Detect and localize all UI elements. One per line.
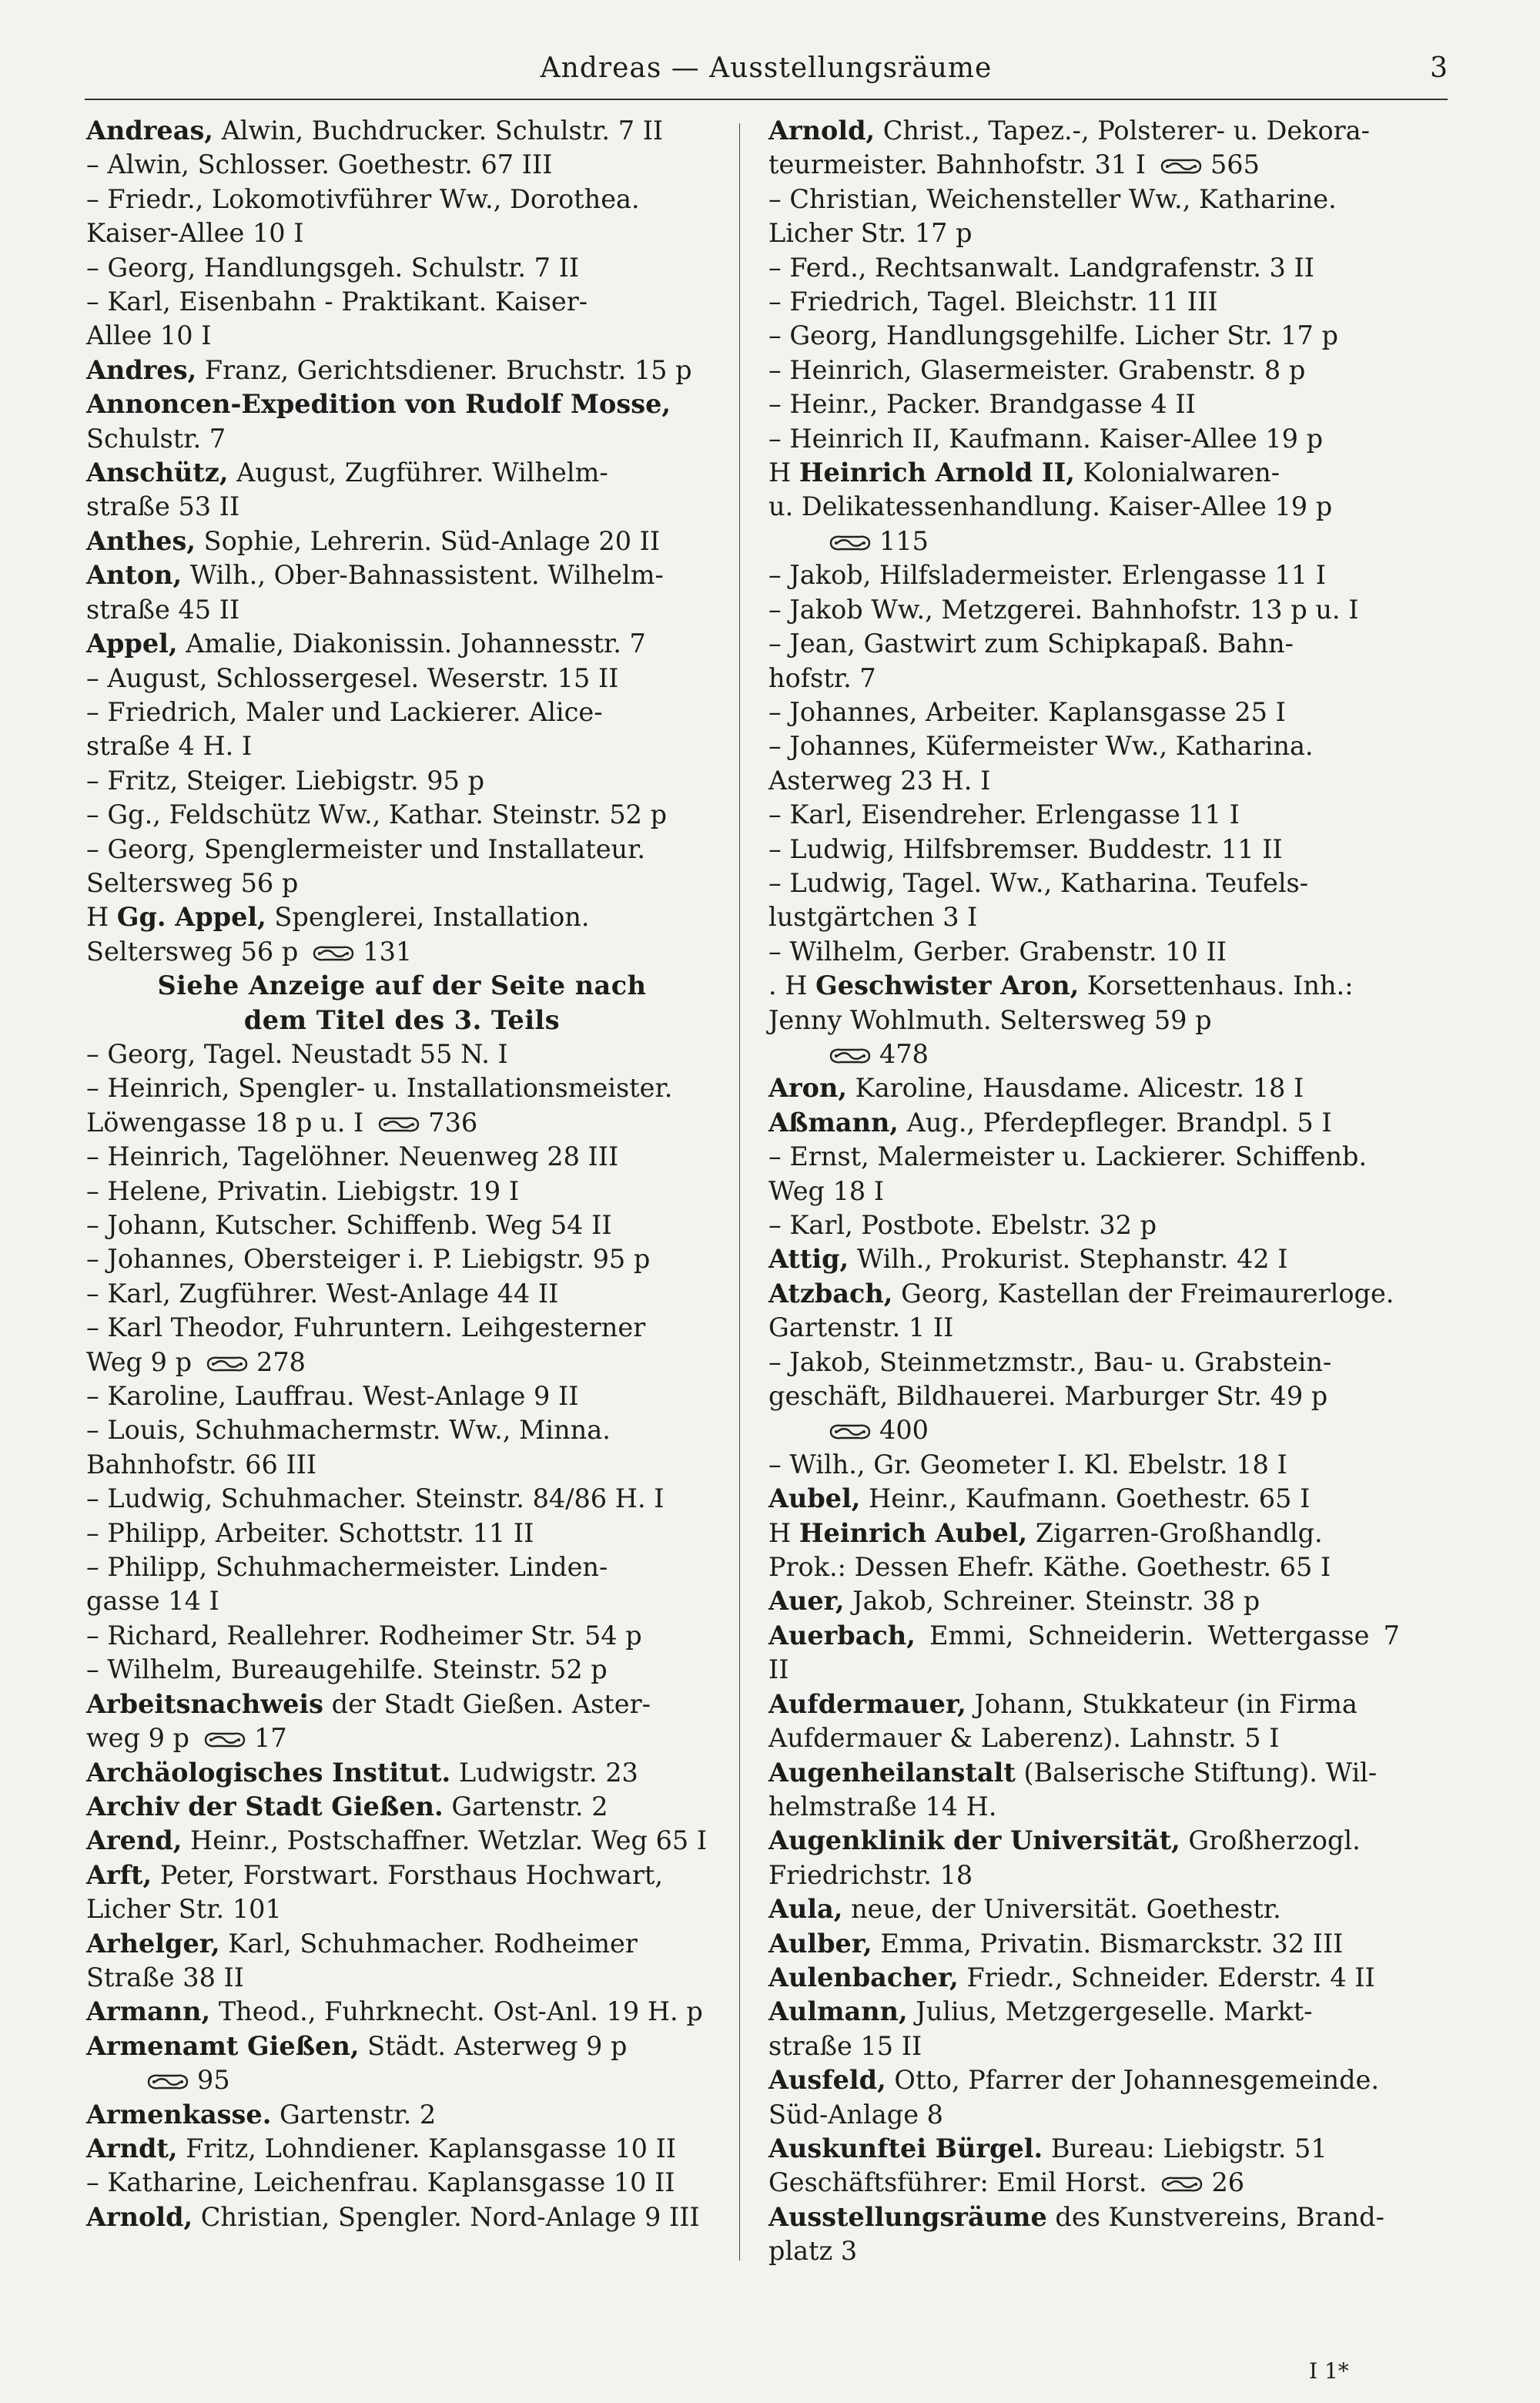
entry-text: – Johannes, Küfermeister Ww., Katharina.	[768, 731, 1314, 762]
entry-text: Asterweg 23 H. I	[768, 765, 991, 796]
entry-text: weg 9 p	[86, 1723, 189, 1754]
entry-text: H Heinrich Aubel, Zigarren-Großhandlg.	[768, 1517, 1323, 1548]
directory-line	[86, 251, 718, 285]
entry-text: – Gg., Feldschütz Ww., Kathar. Steinstr. 52 p	[86, 799, 668, 830]
entry-text: Arhelger, Karl, Schuhmacher. Rodheimer	[86, 1928, 638, 1959]
directory-line	[86, 525, 718, 558]
directory-line	[86, 1242, 718, 1276]
phone-number: 478	[879, 1038, 929, 1069]
directory-line	[768, 490, 1400, 524]
phone-number: 115	[879, 525, 929, 556]
entry-text: Geschäftsführer: Emil Horst.	[768, 2167, 1147, 2198]
entry-text: – Jean, Gastwirt zum Schipkapaß. Bahn-	[768, 628, 1294, 659]
directory-line	[768, 1756, 1400, 1790]
directory-line	[86, 1140, 718, 1174]
entry-text: – Katharine, Leichenfrau. Kaplansgasse 10 II	[86, 2167, 675, 2198]
entry-text: H Heinrich Arnold II, Kolonialwaren-	[768, 457, 1281, 488]
entry-text: Aulenbacher, Friedr., Schneider. Ederstr. 4 II	[768, 1962, 1375, 1992]
directory-line	[86, 1927, 718, 1961]
entry-text: Anschütz, August, Zugführer. Wilhelm-	[86, 457, 608, 488]
entry-text: Straße 38 II	[86, 1962, 244, 1992]
entry-text: – Johann, Kutscher. Schiffenb. Weg 54 II	[86, 1210, 612, 1240]
directory-line	[768, 866, 1400, 900]
telephone-icon	[206, 1347, 249, 1377]
directory-line	[86, 1619, 718, 1653]
directory-line	[86, 114, 718, 148]
directory-line	[768, 285, 1400, 319]
entry-text: – Heinrich, Spengler- u. Installationsmeister.	[86, 1073, 673, 1104]
entry-text: – Johannes, Obersteiger i. P. Liebigstr. 95 p	[86, 1244, 651, 1275]
entry-text: Arnold, Christian, Spengler. Nord-Anlage 9 III	[86, 2201, 700, 2232]
directory-line	[86, 1858, 718, 1892]
directory-line	[86, 1756, 718, 1790]
entry-text: – August, Schlossergesel. Weserstr. 15 II	[86, 662, 619, 693]
entry-text: Ausfeld, Otto, Pfarrer der Johannesgemeinde.	[768, 2065, 1379, 2096]
phone-number: 131	[363, 936, 413, 967]
directory-line	[86, 1106, 718, 1140]
entry-text: – Karl, Postbote. Ebelstr. 32 p	[768, 1210, 1157, 1240]
entry-text: gasse 14 I	[86, 1586, 219, 1617]
column-divider	[739, 123, 740, 2261]
directory-line	[86, 183, 718, 216]
entry-text: Prok.: Dessen Ehefr. Käthe. Goethestr. 65 I	[768, 1552, 1331, 1583]
directory-line	[768, 251, 1400, 285]
entry-text: Aron, Karoline, Hausdame. Alicestr. 18 I	[768, 1073, 1304, 1104]
entry-text: H Gg. Appel, Spenglerei, Installation.	[86, 902, 590, 933]
entry-text: – Ludwig, Hilfsbremser. Buddestr. 11 II	[768, 833, 1283, 864]
sheet-signature: I 1*	[1309, 2358, 1349, 2384]
phone-number: 565	[1210, 149, 1260, 180]
entry-text: – Johannes, Arbeiter. Kaplansgasse 25 I	[768, 696, 1286, 727]
directory-line	[768, 900, 1400, 934]
entry-text: Atzbach, Georg, Kastellan der Freimaurerloge.	[768, 1278, 1394, 1309]
directory-line	[86, 2200, 718, 2234]
entry-text: Arend, Heinr., Postschaffner. Wetzlar. Weg 65 I	[86, 1825, 708, 1856]
directory-line	[86, 1208, 718, 1242]
telephone-icon	[312, 937, 355, 967]
directory-line	[768, 1311, 1400, 1345]
directory-line	[86, 319, 718, 353]
page-header	[85, 48, 1448, 94]
entry-text: Licher Str. 17 p	[768, 218, 973, 249]
entry-text: – Karl, Zugführer. West-Anlage 44 II	[86, 1278, 559, 1309]
entry-text: Siehe Anzeige auf der Seite nach	[157, 970, 647, 1001]
entry-text: Aufdermauer & Laberenz). Lahnstr. 5 I	[768, 1723, 1280, 1754]
entry-text: – Friedr., Lokomotivführer Ww., Dorothea.	[86, 183, 640, 214]
directory-line	[768, 2166, 1400, 2200]
entry-text: – Richard, Reallehrer. Rodheimer Str. 54 p	[86, 1620, 642, 1651]
directory-line	[86, 729, 718, 763]
entry-text: Seltersweg 56 p	[86, 936, 299, 967]
directory-line	[86, 216, 718, 250]
entry-text: – Karoline, Lauffrau. West-Anlage 9 II	[86, 1381, 579, 1412]
directory-line	[768, 456, 1400, 490]
entry-text: – Karl, Eisenbahn - Praktikant. Kaiser-	[86, 287, 588, 317]
directory-line	[86, 1653, 718, 1687]
entry-text: Anton, Wilh., Ober-Bahnassistent. Wilhelm-	[86, 560, 664, 591]
phone-number: 400	[879, 1415, 929, 1446]
entry-text: u. Delikatessenhandlung. Kaiser-Allee 19 p	[768, 491, 1333, 522]
entry-text: – Heinrich II, Kaufmann. Kaiser-Allee 19 p	[768, 423, 1324, 454]
entry-text: – Ernst, Malermeister u. Lackierer. Schiffenb.	[768, 1141, 1368, 1172]
entry-text: Löwengasse 18 p u. I	[86, 1107, 364, 1138]
entry-text: – Alwin, Schlosser. Goethestr. 67 III	[86, 149, 553, 180]
entry-text: – Ludwig, Tagel. Ww., Katharina. Teufels-	[768, 867, 1309, 898]
page-number: 3	[1430, 52, 1448, 84]
entry-text: . H Geschwister Aron, Korsettenhaus. Inh.:	[768, 970, 1354, 1001]
directory-line	[86, 833, 718, 866]
directory-line	[86, 2166, 718, 2200]
directory-line	[86, 935, 718, 969]
entry-text: Andres, Franz, Gerichtsdiener. Bruchstr. 15 p	[86, 354, 692, 385]
directory-line	[768, 1995, 1400, 2029]
entry-text: straße 15 II	[768, 2030, 922, 2061]
entry-text: geschäft, Bildhauerei. Marburger Str. 49 p	[768, 1381, 1328, 1412]
directory-line	[86, 969, 718, 1003]
directory-line	[86, 1790, 718, 1824]
entry-text: – Wilhelm, Bureaugehilfe. Steinstr. 52 p	[86, 1654, 608, 1685]
entry-text: – Heinrich, Glasermeister. Grabenstr. 8 p	[768, 354, 1306, 385]
entry-text: platz 3	[768, 2236, 858, 2267]
directory-line	[768, 1721, 1400, 1755]
directory-line	[86, 490, 718, 524]
entry-text: Aulber, Emma, Privatin. Bismarckstr. 32 III	[768, 1928, 1344, 1959]
entry-text: – Jakob, Steinmetzmstr., Bau- u. Grabstein-	[768, 1346, 1332, 1377]
entry-text: Weg 9 p	[86, 1346, 192, 1377]
directory-line	[86, 2063, 718, 2097]
entry-text: Licher Str. 101	[86, 1894, 282, 1925]
entry-text: Arndt, Fritz, Lohndiener. Kaplansgasse 10 II	[86, 2133, 677, 2163]
entry-text: dem Titel des 3. Teils	[243, 1004, 561, 1035]
entry-text: Bahnhofstr. 66 III	[86, 1449, 317, 1480]
directory-line	[86, 900, 718, 934]
directory-line	[86, 627, 718, 661]
directory-line	[768, 387, 1400, 421]
entry-text: Armenamt Gießen, Städt. Asterweg 9 p	[86, 2030, 628, 2061]
entry-text: – Philipp, Arbeiter. Schottstr. 11 II	[86, 1517, 534, 1548]
directory-line	[86, 1413, 718, 1447]
telephone-icon	[829, 1039, 872, 1069]
directory-line	[86, 1892, 718, 1926]
directory-line	[768, 1927, 1400, 1961]
entry-text: hofstr. 7	[768, 662, 876, 693]
directory-line	[86, 2098, 718, 2132]
directory-line	[86, 456, 718, 490]
directory-line	[768, 216, 1400, 250]
directory-line	[86, 2132, 718, 2166]
directory-line	[768, 1482, 1400, 1516]
telephone-icon	[1160, 149, 1203, 179]
entry-text	[86, 2065, 132, 2095]
directory-line	[768, 833, 1400, 866]
directory-line	[768, 764, 1400, 798]
entry-text: Auskunftei Bürgel. Bureau: Liebigstr. 51	[768, 2133, 1327, 2163]
directory-line	[86, 1584, 718, 1618]
directory-line	[768, 1413, 1400, 1447]
directory-line	[86, 422, 718, 456]
entry-text: – Fritz, Steiger. Liebigstr. 95 p	[86, 765, 485, 796]
entry-text: Friedrichstr. 18	[768, 1859, 973, 1890]
directory-line	[86, 1448, 718, 1482]
directory-line	[768, 2063, 1400, 2097]
phone-number: 278	[256, 1346, 306, 1377]
entry-text: Seltersweg 56 p	[86, 867, 299, 898]
directory-line	[86, 662, 718, 695]
entry-text: lustgärtchen 3 I	[768, 902, 978, 933]
entry-text: – Georg, Handlungsgehilfe. Licher Str. 17 p	[768, 320, 1338, 351]
directory-line	[768, 525, 1400, 558]
directory-line	[768, 2132, 1400, 2166]
entry-text: – Louis, Schuhmachermstr. Ww., Minna.	[86, 1415, 611, 1446]
directory-line	[86, 1824, 718, 1858]
entry-text: Armann, Theod., Fuhrknecht. Ost-Anl. 19 H. p	[86, 1996, 703, 2027]
directory-line	[768, 1379, 1400, 1413]
entry-text: Augenklinik der Universität, Großherzogl.	[768, 1825, 1361, 1856]
entry-text: – Karl, Eisendreher. Erlengasse 11 I	[768, 799, 1240, 830]
entry-text: Attig, Wilh., Prokurist. Stephanstr. 42 I	[768, 1244, 1288, 1275]
directory-line	[768, 662, 1400, 695]
directory-line	[768, 1517, 1400, 1550]
directory-line	[768, 1584, 1400, 1618]
directory-line	[768, 1448, 1400, 1482]
entry-text: – Wilh., Gr. Geometer I. Kl. Ebelstr. 18 I	[768, 1449, 1287, 1480]
entry-text: Archäologisches Institut. Ludwigstr. 23	[86, 1757, 638, 1788]
directory-line	[768, 148, 1400, 182]
directory-line	[768, 558, 1400, 592]
phone-number: 26	[1211, 2167, 1245, 2198]
directory-line	[768, 969, 1400, 1003]
entry-text: Süd-Anlage 8	[768, 2099, 943, 2130]
entry-text: Gartenstr. 1 II	[768, 1312, 954, 1343]
entry-text: – Christian, Weichensteller Ww., Katharine.	[768, 183, 1337, 214]
entry-text: Schulstr. 7	[86, 423, 226, 454]
entry-text: – Philipp, Schuhmachermeister. Linden-	[86, 1552, 608, 1583]
directory-line	[86, 798, 718, 832]
directory-line	[86, 354, 718, 387]
entry-text: Arbeitsnachweis der Stadt Gießen. Aster-	[86, 1688, 651, 1719]
directory-line	[768, 1242, 1400, 1276]
directory-line	[768, 1824, 1400, 1858]
directory-line	[768, 593, 1400, 627]
directory-line	[86, 285, 718, 319]
directory-line	[86, 1995, 718, 2029]
directory-line	[768, 2098, 1400, 2132]
phone-number: 17	[254, 1723, 287, 1754]
directory-line	[768, 114, 1400, 148]
directory-line	[768, 1004, 1400, 1037]
entry-text: Anthes, Sophie, Lehrerin. Süd-Anlage 20 II	[86, 525, 661, 556]
directory-line	[768, 1961, 1400, 1995]
directory-line	[86, 1175, 718, 1208]
directory-line	[86, 387, 718, 421]
directory-line	[86, 1482, 718, 1516]
right-column	[768, 114, 1400, 2269]
directory-line	[86, 1277, 718, 1311]
directory-line	[86, 593, 718, 627]
telephone-icon	[1160, 2167, 1204, 2197]
entry-text	[768, 1039, 815, 1069]
phone-number: 95	[197, 2065, 230, 2096]
directory-line	[768, 1106, 1400, 1140]
telephone-icon	[829, 1415, 872, 1445]
directory-line	[768, 1550, 1400, 1584]
entry-text: Allee 10 I	[86, 320, 212, 351]
entry-text: – Georg, Spenglermeister und Installateur.	[86, 833, 646, 864]
telephone-icon	[146, 2065, 189, 2095]
entry-text: straße 53 II	[86, 491, 240, 522]
entry-text: – Jakob, Hilfsladermeister. Erlengasse 11 I	[768, 560, 1326, 591]
entry-text: Armenkasse. Gartenstr. 2	[86, 2099, 437, 2130]
directory-line	[86, 1037, 718, 1071]
entry-text: – Friedrich, Maler und Lackierer. Alice-	[86, 696, 603, 727]
entry-text	[768, 1415, 815, 1445]
entry-text: Aula, neue, der Universität. Goethestr.	[768, 1894, 1281, 1925]
left-column	[86, 114, 718, 2234]
directory-line	[768, 1071, 1400, 1105]
directory-line	[86, 866, 718, 900]
entry-text: helmstraße 14 H.	[768, 1791, 997, 1822]
directory-line	[86, 1517, 718, 1550]
entry-text: Jenny Wohlmuth. Seltersweg 59 p	[768, 1004, 1212, 1035]
directory-line	[768, 354, 1400, 387]
directory-line	[86, 1721, 718, 1755]
directory-line	[768, 1892, 1400, 1926]
phone-number: 736	[428, 1107, 478, 1138]
telephone-icon	[203, 1723, 246, 1753]
directory-line	[768, 1037, 1400, 1071]
directory-line	[768, 1175, 1400, 1208]
entry-text: Archiv der Stadt Gießen. Gartenstr. 2	[86, 1791, 608, 1822]
directory-line	[768, 1208, 1400, 1242]
header-rule	[85, 99, 1448, 100]
entry-text: – Helene, Privatin. Liebigstr. 19 I	[86, 1175, 520, 1206]
directory-line	[768, 183, 1400, 216]
entry-text: Andreas, Alwin, Buchdrucker. Schulstr. 7 II	[86, 116, 664, 146]
entry-text: – Ferd., Rechtsanwalt. Landgrafenstr. 3 II	[768, 252, 1314, 283]
entry-text: Auer, Jakob, Schreiner. Steinstr. 38 p	[768, 1586, 1260, 1617]
directory-line	[768, 1790, 1400, 1824]
directory-line	[768, 627, 1400, 661]
directory-line	[86, 1550, 718, 1584]
directory-line	[768, 695, 1400, 729]
directory-line	[86, 1311, 718, 1345]
directory-line	[768, 798, 1400, 832]
directory-line	[86, 558, 718, 592]
directory-line	[768, 1346, 1400, 1379]
directory-line	[86, 1687, 718, 1721]
entry-text: Auerbach, Emmi, Schneiderin. Wettergasse 7 II	[768, 1620, 1400, 1685]
entry-text: Weg 18 I	[768, 1175, 885, 1206]
entry-text: – Georg, Handlungsgeh. Schulstr. 7 II	[86, 252, 580, 283]
entry-text: straße 4 H. I	[86, 731, 253, 762]
directory-line	[86, 695, 718, 729]
directory-line	[86, 2029, 718, 2063]
entry-text: Kaiser-Allee 10 I	[86, 218, 304, 249]
entry-text: straße 45 II	[86, 594, 240, 625]
entry-text: – Heinr., Packer. Brandgasse 4 II	[768, 389, 1196, 420]
entry-text: Aufdermauer, Johann, Stukkateur (in Firma	[768, 1688, 1358, 1719]
entry-text	[768, 526, 815, 556]
entry-text: Annoncen-Expedition von Rudolf Mosse,	[86, 389, 671, 420]
directory-line	[86, 1961, 718, 1995]
directory-line	[86, 764, 718, 798]
entry-text: Augenheilanstalt (Balserische Stiftung). Wil-	[768, 1757, 1378, 1788]
directory-line	[768, 422, 1400, 456]
entry-text: Arft, Peter, Forstwart. Forsthaus Hochwart,	[86, 1859, 664, 1890]
directory-line	[768, 1619, 1400, 1687]
directory-line	[86, 1071, 718, 1105]
directory-line	[86, 148, 718, 182]
entry-text: Aßmann, Aug., Pferdepfleger. Brandpl. 5 I	[768, 1107, 1332, 1138]
entry-text: – Ludwig, Schuhmacher. Steinstr. 84/86 H. I	[86, 1483, 665, 1514]
entry-text: Aulmann, Julius, Metzgergeselle. Markt-	[768, 1996, 1313, 2027]
directory-line	[86, 1004, 718, 1037]
telephone-icon	[377, 1108, 420, 1138]
directory-line	[768, 2029, 1400, 2063]
directory-line	[768, 1687, 1400, 1721]
directory-line	[86, 1379, 718, 1413]
running-title: Andreas — Ausstellungsräume	[540, 52, 993, 84]
directory-line	[768, 935, 1400, 969]
directory-line	[768, 729, 1400, 763]
directory-line	[768, 2200, 1400, 2234]
entry-text: – Wilhelm, Gerber. Grabenstr. 10 II	[768, 936, 1227, 967]
entry-text: Ausstellungsräume des Kunstvereins, Brand-	[768, 2201, 1384, 2232]
directory-line	[768, 1140, 1400, 1174]
telephone-icon	[829, 526, 872, 556]
entry-text: Aubel, Heinr., Kaufmann. Goethestr. 65 I	[768, 1483, 1311, 1514]
entry-text: Arnold, Christ., Tapez.-, Polsterer- u. Dekora-	[768, 116, 1370, 146]
entry-text: – Karl Theodor, Fuhruntern. Leihgesterner	[86, 1312, 646, 1343]
directory-line	[86, 1346, 718, 1379]
entry-text: – Heinrich, Tagelöhner. Neuenweg 28 III	[86, 1141, 619, 1172]
entry-text: Appel, Amalie, Diakonissin. Johannesstr. 7	[86, 628, 646, 659]
entry-text: – Friedrich, Tagel. Bleichstr. 11 III	[768, 287, 1218, 317]
directory-line	[768, 319, 1400, 353]
directory-line	[768, 2234, 1400, 2268]
entry-text: – Georg, Tagel. Neustadt 55 N. I	[86, 1038, 508, 1069]
directory-line	[768, 1277, 1400, 1311]
entry-text: – Jakob Ww., Metzgerei. Bahnhofstr. 13 p u. I	[768, 594, 1359, 625]
directory-line	[768, 1858, 1400, 1892]
entry-text: teurmeister. Bahnhofstr. 31 I	[768, 149, 1146, 180]
